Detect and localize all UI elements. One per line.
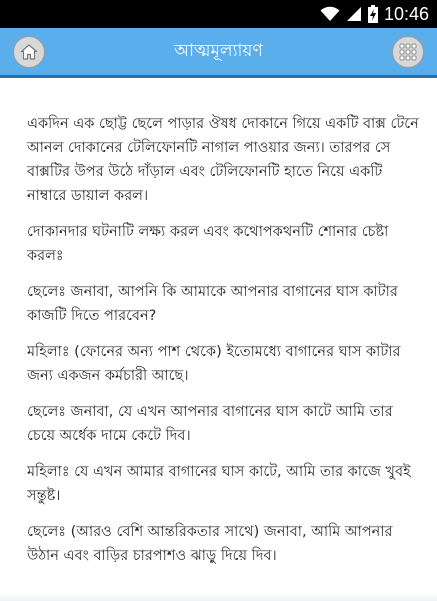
signal-icon xyxy=(346,6,362,22)
story-paragraph: ছেলেঃ (আরও বেশি আন্তরিকতার সাথে) জনাবা, আমি আপনার উঠান এবং বাড়ির চারপাশও ঝাড়ু দিয়ে দিব। xyxy=(27,524,393,564)
app-bar xyxy=(0,28,437,78)
article-content[interactable] xyxy=(0,78,437,601)
story-paragraph: একদিন এক ছোট্ট ছেলে পাড়ার ঔষধ দোকানে গিয়ে একটি বাক্স টেনে আনল দোকানের টেলিফোনটি নাগাল পাওয়ার জন্য। তারপর সে বাক্সটির উপর উঠে দাঁড়াল এবং টেলিফোনটি হাতে নিয়ে একটি নাম্বারে ডায়াল করল। xyxy=(27,116,419,204)
grid-menu-button[interactable] xyxy=(392,36,424,68)
story-paragraph: মহিলাঃ যে এখন আমার বাগানের ঘাস কাটে, আমি তার কাজে খুবই সন্তুষ্ট। xyxy=(27,464,411,504)
status-icons xyxy=(320,0,429,28)
story-paragraph: ছেলেঃ জনাবা, যে এখন আপনার বাগানের ঘাস কাটে আমি তার চেয়ে অর্ধেক দামে কেটে দিব। xyxy=(27,404,393,444)
wifi-icon xyxy=(320,6,340,22)
home-button[interactable] xyxy=(13,36,45,68)
story-paragraph: মহিলাঃ (ফোনের অন্য পাশ থেকে) ইতোমধ্যে বাগানের ঘাস কাটার জন্য একজন কর্মচারী আছে। xyxy=(27,344,401,384)
page-title: আত্মমূল্যায়ণ xyxy=(174,41,263,61)
grid-menu-icon xyxy=(399,43,417,61)
status-bar xyxy=(0,0,437,28)
battery-charging-icon xyxy=(368,5,378,23)
scroll-fade xyxy=(0,593,437,601)
story-paragraph: ছেলেঃ জনাবা, আপনি কি আমাকে আপনার বাগানের ঘাস কাটার কাজটি দিতে পারবেন? xyxy=(27,284,398,324)
home-icon xyxy=(20,43,38,61)
story-paragraph: দোকানদার ঘটনাটি লক্ষ্য করল এবং কথোপকথনটি শোনার চেষ্টা করলঃ xyxy=(27,224,389,264)
status-time: 10:46 xyxy=(383,3,429,24)
